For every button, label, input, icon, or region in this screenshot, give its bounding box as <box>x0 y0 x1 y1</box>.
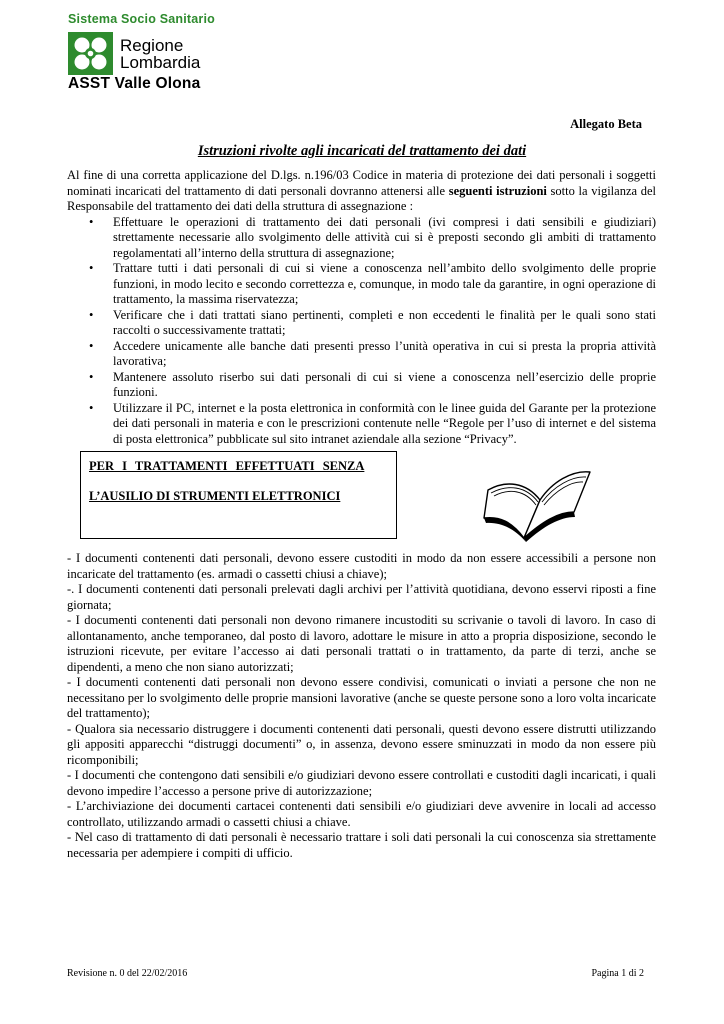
intro-text-end: sotto la vigilanza del Responsabile del trattamento dei dati della struttura di assegnazione : <box>67 183 656 213</box>
page-number-footer: Pagina 1 di 2 <box>591 968 644 979</box>
rule-paragraph: - Nel caso di trattamento di dati personali è necessario trattare i soli dati personali la cui conoscenza sia strettamente necessaria per adempiere i compiti di ufficio. <box>67 830 656 860</box>
attachment-label: Allegato Beta <box>570 117 642 131</box>
region-name-line-2: Lombardia <box>120 53 201 72</box>
section-heading-line-2: L’AUSILIO DI STRUMENTI ELETTRONICI <box>89 489 341 503</box>
intro-paragraph <box>67 168 656 215</box>
section-heading-line-1: PER I TRATTAMENTI EFFETTUATI SENZA <box>89 459 365 473</box>
rule-paragraph: - I documenti contenenti dati personali non devono rimanere incustoditi su scrivanie o tavoli di lavoro. In caso di allontanamento, anche temporaneo, dal posto di lavoro, adottare le misure in atto a propria disposizione, secondo le istruzioni ricevute, per evitare l’accesso ai dati personali trattati o in trattamento, da parte di terzi, anche se dipendenti, a meno che non siano autorizzati; <box>67 613 656 674</box>
document-title: Istruzioni rivolte agli incaricati del trattamento dei dati <box>197 143 527 159</box>
instruction-item: • Accedere unicamente alle banche dati presenti presso l’unità operativa in cui si presta la propria attività lavorativa; <box>113 339 656 370</box>
rule-paragraph: -. I documenti contenenti dati personali prelevati dagli archivi per l’attività quotidiana, devono esservi riposti a fine giornata; <box>67 582 656 612</box>
instruction-item: • Mantenere assoluto riserbo sui dati personali di cui si viene a conoscenza nell’esercizio delle proprie funzioni. <box>113 370 656 401</box>
revision-footer: Revisione n. 0 del 22/02/2016 <box>67 968 188 979</box>
rule-paragraph: - I documenti che contengono dati sensibili e/o giudiziari devono essere controllati e custoditi dagli incaricati, i quali devono impedire l’accesso a persone prive di autorizzazione; <box>67 768 656 798</box>
instruction-item: • Verificare che i dati trattati siano pertinenti, completi e non eccedenti le finalità per le quali sono stati raccolti o successivamente trattati; <box>113 308 656 339</box>
intro-bold-text: seguenti istruzioni <box>448 183 547 198</box>
instruction-list <box>67 215 656 448</box>
rule-paragraph: - L’archiviazione dei documenti cartacei contenenti dati sensibili e/o giudiziari deve avvenire in locali ad accesso controllato, utilizzando armadi o cassetti chiusi a chiave. <box>67 799 656 829</box>
open-book-icon <box>482 460 594 542</box>
instruction-item: • Effettuare le operazioni di trattamento dei dati personali (ivi compresi i dati sensibili e giudiziari) strettamente necessarie allo svolgimento delle attività cui si è preposti secondo gli ambiti di trattamento regolamentati all’interno della struttura di assegnazione; <box>113 215 656 262</box>
letterhead <box>68 12 248 92</box>
section-heading-box <box>80 451 397 539</box>
paper-documents-rules <box>67 551 656 861</box>
instructions-section <box>67 168 656 447</box>
instruction-item: • Utilizzare il PC, internet e la posta elettronica in conformità con le linee guida del Garante per la protezione dei dati personali in materia e con le prescrizioni contenute nelle “Regole per l’uso di internet e del sistema di posta elettronica” pubblicate sul sito intranet aziendale alla sezione “Privacy”. <box>113 401 656 448</box>
intro-text-start: Al fine di una corretta applicazione del D.lgs. n.196/03 Codice in materia di protezione dei dati personali i soggetti nominati incaricati del trattamento di dati personali dovranno attenersi alle <box>67 168 656 198</box>
instruction-item: • Trattare tutti i dati personali di cui si viene a conoscenza nell’ambito dello svolgimento delle proprie funzioni, in modo lecito e secondo correttezza e, comunque, in modo tale da garantire, in ogni operazione di trattamento, la massima riservatezza; <box>113 261 656 308</box>
rule-paragraph: - Qualora sia necessario distruggere i documenti contenenti dati personali, questi devono essere distrutti utilizzando gli appositi apparecchi “distruggi documenti” o, in assenza, devono essere sminuzzati in modo da non essere più ricomponibili; <box>67 721 656 767</box>
rule-paragraph: - I documenti contenenti dati personali non devono essere condivisi, comunicati o inviati a persone che non ne necessitano per lo svolgimento delle proprie mansioni lavorative (anche se queste persone sono a loro volta incaricate del trattamento); <box>67 675 656 720</box>
rule-paragraph: - I documenti contenenti dati personali, devono essere custoditi in modo da non essere accessibili a persone non incaricate del trattamento (es. armadi o cassetti chiusi a chiave); <box>67 551 656 581</box>
region-name-line-1: Regione <box>120 36 184 55</box>
org-name-top: Sistema Socio Sanitario <box>68 12 216 26</box>
asst-name: ASST Valle Olona <box>68 75 201 92</box>
regione-lombardia-logo-icon <box>68 32 113 75</box>
